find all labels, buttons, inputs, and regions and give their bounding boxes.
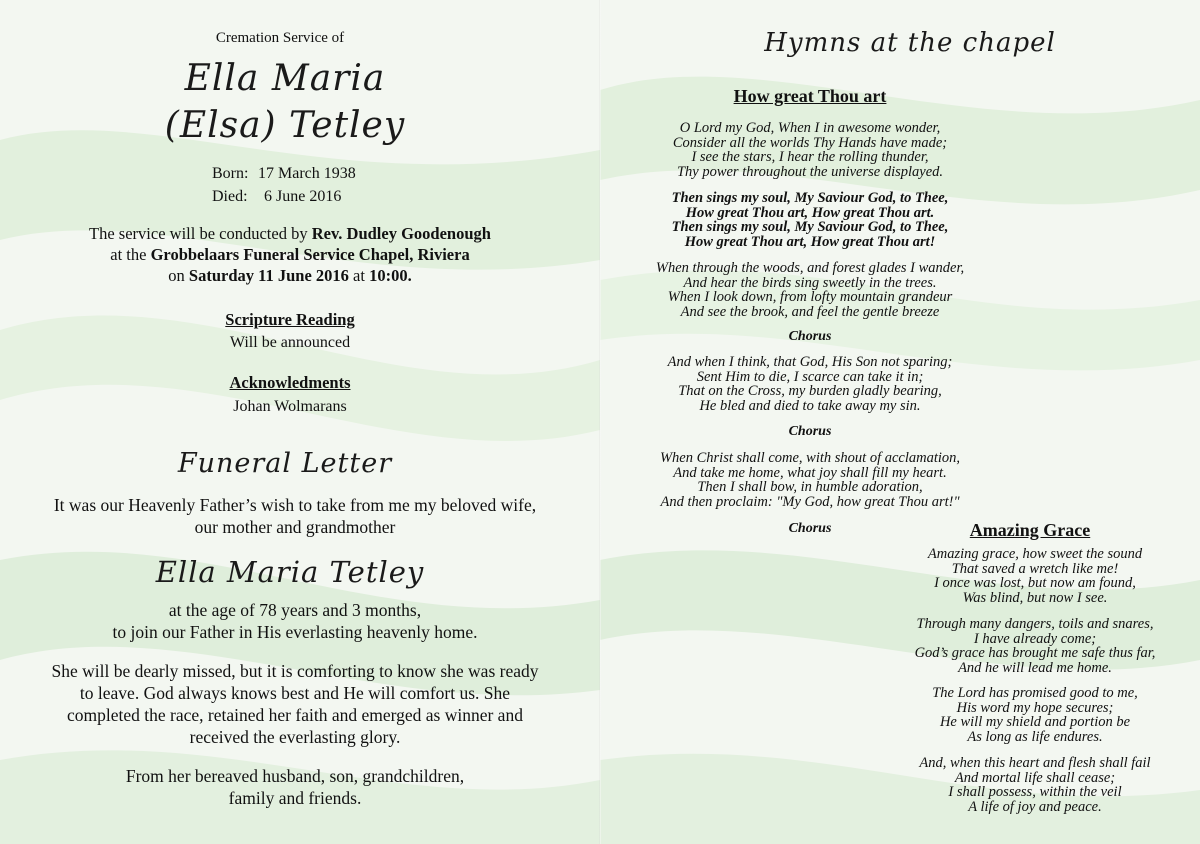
chorus-line: How great Thou art, How great Thou art. — [685, 204, 935, 221]
verse-line: When Christ shall come, with shout of acclamation, — [659, 450, 961, 466]
verse-line: And he will lead me home. — [958, 659, 1112, 676]
verse-line: And take me home, what joy shall fill my heart. — [673, 464, 947, 481]
ack-text: Johan Wolmarans — [233, 398, 347, 415]
missed-line-2: to leave. God always knows best and He will comfort us. She — [79, 683, 511, 703]
service-time: 10:00. — [369, 266, 412, 285]
service-date: Saturday 11 June 2016 — [188, 266, 349, 285]
letter-intro — [10, 494, 580, 538]
hymn1-verse-4 — [600, 451, 1020, 509]
hymn2-title: Amazing Grace — [969, 520, 1091, 540]
hymn2-verse-1 — [890, 547, 1180, 605]
verse-line: He bled and died to take away my sin. — [699, 397, 921, 414]
verse-line: That saved a wretch like me! — [951, 560, 1119, 577]
verse-line: As long as life endures. — [967, 728, 1103, 745]
died-label: Died: — [212, 188, 248, 205]
name-line-1: Ella Maria — [184, 58, 386, 99]
born-row — [212, 165, 356, 183]
from-paragraph — [10, 765, 580, 809]
chorus-line: Then sings my soul, My Saviour God, to Thee, — [671, 219, 949, 235]
ack-heading: Acknowledments — [229, 373, 351, 392]
verse-line: And hear the birds sing sweetly in the trees. — [683, 274, 937, 291]
died-date: 6 June 2016 — [264, 188, 342, 205]
verse-line: I shall possess, within the veil — [948, 784, 1122, 800]
verse-line: And then proclaim: "My God, how great Thou art!" — [660, 493, 960, 510]
letter-heading: Funeral Letter — [177, 448, 393, 479]
verse-line: I once was lost, but now am found, — [934, 575, 1136, 591]
right-page — [600, 0, 1200, 844]
verse-line: Thy power throughout the universe displayed. — [676, 163, 944, 180]
letter-line-2: our mother and grandmother — [194, 517, 396, 537]
hymn2-verse-3 — [890, 686, 1180, 744]
chorus-line: Then sings my soul, My Saviour God, to Thee, — [671, 190, 949, 206]
verse-line: O Lord my God, When I in awesome wonder, — [679, 120, 941, 136]
verse-line: And see the brook, and feel the gentle breeze — [680, 303, 940, 320]
age-line-1: at the age of 78 years and 3 months, — [168, 600, 422, 620]
from-line-1: From her bereaved husband, son, grandchildren, — [125, 766, 465, 786]
verse-line: A life of joy and peace. — [968, 798, 1102, 815]
service-details — [20, 223, 560, 286]
scripture-heading: Scripture Reading — [225, 310, 355, 329]
name-line-2: (Elsa) Tetley — [164, 105, 406, 146]
missed-line-4: received the everlasting glory. — [189, 727, 401, 747]
hymn2-verse-4 — [890, 756, 1180, 814]
verse-line: Sent Him to die, I scarce can take it in; — [696, 368, 924, 385]
born-label: Born: — [212, 165, 249, 182]
from-line-2: family and friends. — [228, 788, 362, 808]
died-row — [212, 188, 341, 206]
hymn1-chorus — [600, 191, 1020, 249]
verse-line: That on the Cross, my burden gladly bearing, — [678, 383, 942, 399]
verse-line: His word my hope secures; — [956, 699, 1114, 716]
conducted-pre: The service will be conducted by — [89, 224, 312, 243]
chorus-line: How great Thou art, How great Thou art! — [684, 233, 936, 250]
chorus-label-2: Chorus — [788, 424, 832, 439]
letter-name: Ella Maria Tetley — [155, 555, 425, 589]
verse-line: The Lord has promised good to me, — [932, 685, 1138, 701]
verse-line: God’s grace has brought me safe thus far, — [914, 645, 1156, 661]
scripture-text: Will be announced — [229, 334, 351, 351]
missed-line-1: She will be dearly missed, but it is comforting to know she was ready — [51, 661, 539, 681]
verse-line: Was blind, but now I see. — [962, 589, 1108, 606]
verse-line: When through the woods, and forest glades I wander, — [655, 260, 965, 276]
missed-paragraph — [10, 660, 580, 748]
at-pre: at the — [110, 245, 151, 264]
chorus-label-1: Chorus — [788, 329, 832, 344]
age-line-2: to join our Father in His everlasting heavenly home. — [112, 622, 478, 642]
verse-line: Then I shall bow, in humble adoration, — [697, 479, 923, 495]
verse-line: I have already come; — [973, 630, 1097, 647]
hymn2-verse-2 — [890, 617, 1180, 675]
verse-line: And when I think, that God, His Son not sparing; — [667, 354, 953, 370]
missed-line-3: completed the race, retained her faith and emerged as winner and — [67, 705, 523, 725]
at-mid: at — [348, 266, 370, 285]
service-of-line: Cremation Service of — [215, 30, 345, 46]
verse-line: He will my shield and portion be — [939, 714, 1131, 730]
verse-line: And mortal life shall cease; — [954, 769, 1116, 786]
verse-line: Through many dangers, toils and snares, — [916, 616, 1154, 632]
letter-line-1: It was our Heavenly Father’s wish to take from me my beloved wife, — [53, 495, 537, 515]
hymns-heading: Hymns at the chapel — [764, 28, 1056, 58]
verse-line: I see the stars, I hear the rolling thunder, — [691, 149, 929, 165]
venue: Grobbelaars Funeral Service Chapel, Riviera — [150, 245, 470, 264]
hymn1-verse-1 — [600, 121, 1020, 179]
age-paragraph — [10, 599, 580, 643]
born-date: 17 March 1938 — [258, 165, 356, 182]
verse-line: And, when this heart and flesh shall fail — [919, 755, 1151, 771]
officiant: Rev. Dudley Goodenough — [311, 224, 491, 243]
chorus-label-3: Chorus — [788, 521, 832, 536]
verse-line: Consider all the worlds Thy Hands have made; — [672, 134, 948, 151]
hymn1-title: How great Thou art — [733, 86, 887, 106]
hymn1-verse-3 — [600, 355, 1020, 413]
verse-line: Amazing grace, how sweet the sound — [927, 546, 1143, 562]
on-pre: on — [168, 266, 189, 285]
verse-line: When I look down, from lofty mountain grandeur — [667, 289, 953, 305]
hymn1-verse-2 — [600, 261, 1020, 319]
